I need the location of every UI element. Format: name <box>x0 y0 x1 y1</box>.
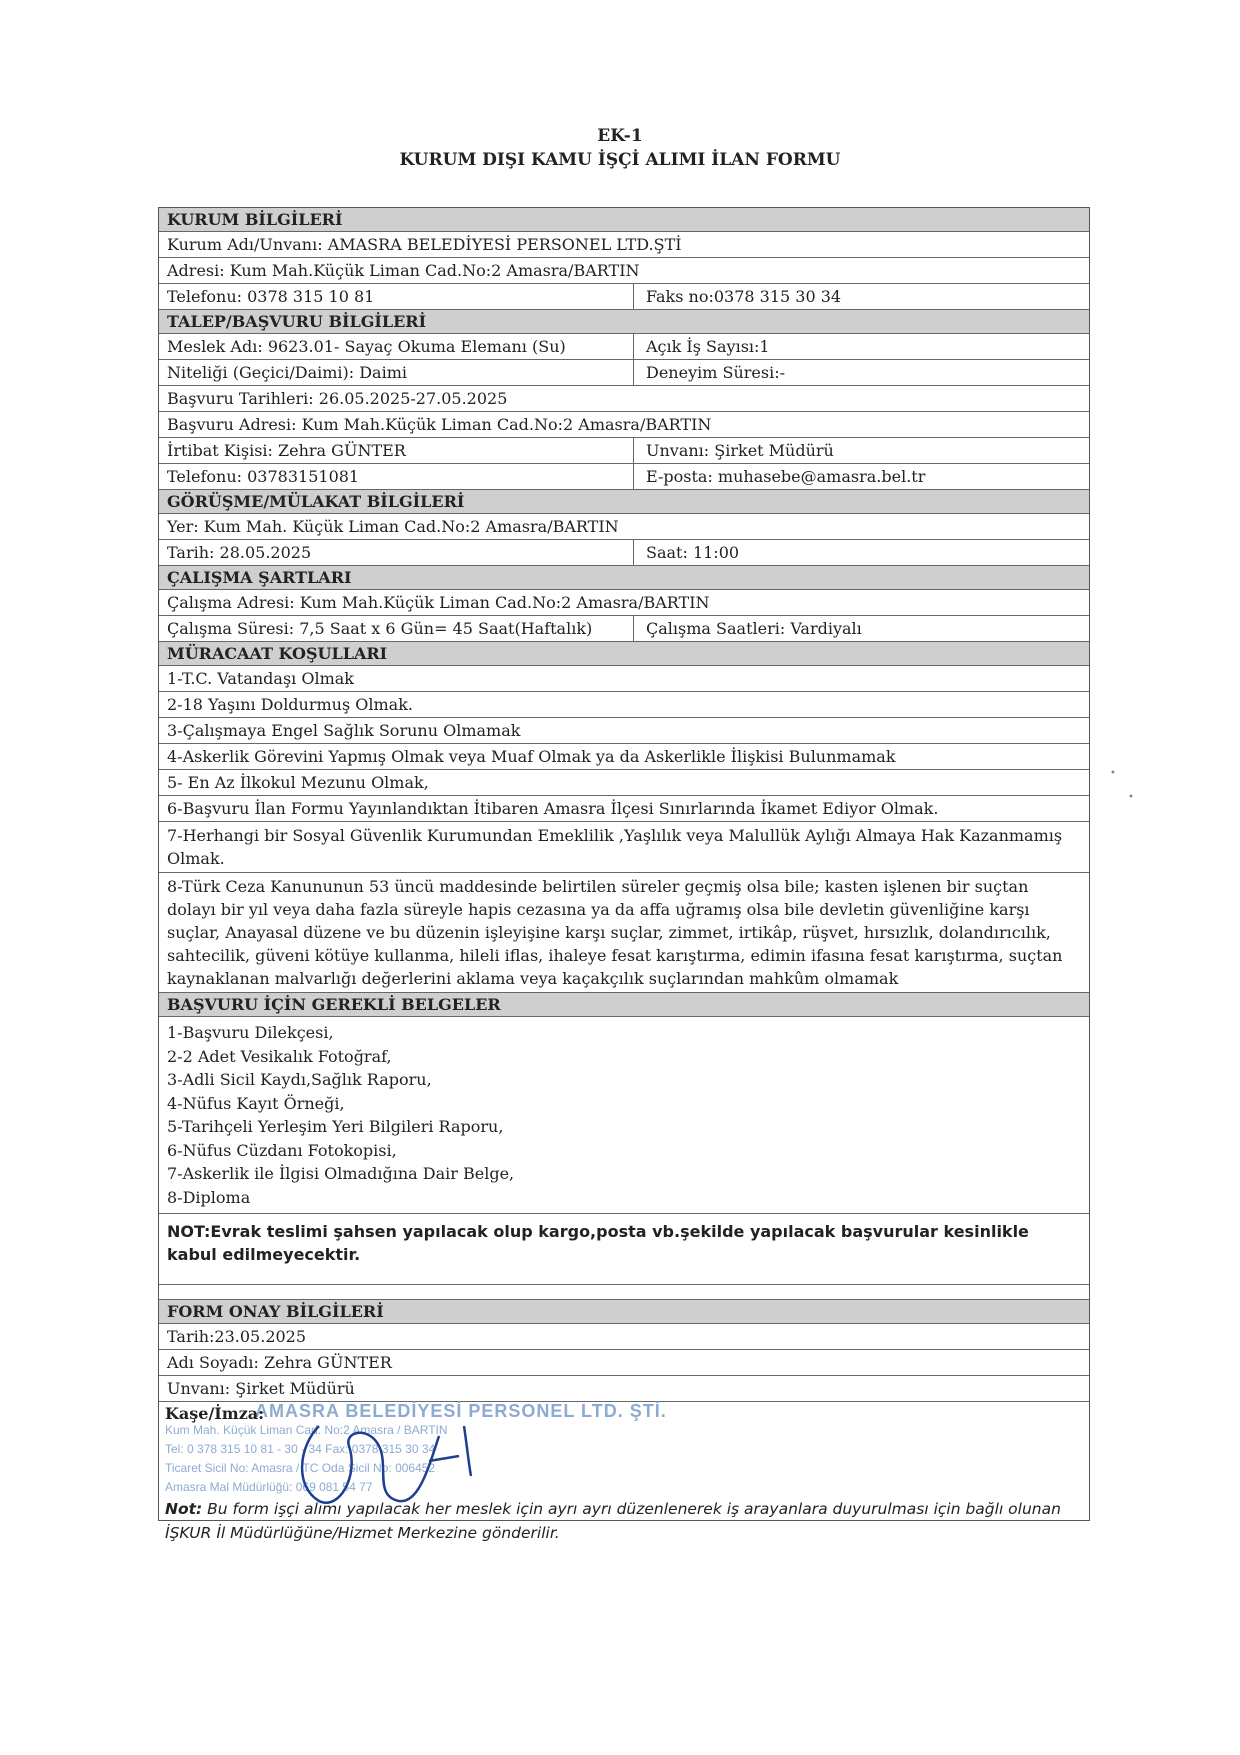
scan-speck: • <box>1128 792 1134 803</box>
irtibat-telefonu: Telefonu: 03783151081 <box>159 464 634 489</box>
niteligi: Niteliği (Geçici/Daimi): Daimi <box>159 360 634 385</box>
irtibat-unvani: Unvanı: Şirket Müdürü <box>646 441 834 460</box>
stamp-line: Tel: 0 378 315 10 81 - 30 - 34 Fax: 0378 315 30 34 <box>165 1442 436 1456</box>
stamp-line: AMASRA BELEDİYESİ PERSONEL LTD. ŞTİ. <box>255 1401 667 1421</box>
calisma-adresi: Çalışma Adresi: Kum Mah.Küçük Liman Cad.No:2 Amasra/BARTIN <box>167 593 710 612</box>
belgeler-list <box>159 1017 1089 1214</box>
onay-unvan: Unvanı: Şirket Müdürü <box>167 1379 355 1398</box>
section-gorusme: GÖRÜŞME/MÜLAKAT BİLGİLERİ <box>159 490 1089 514</box>
section-kurum: KURUM BİLGİLERİ <box>159 208 1089 232</box>
gorusme-yer: Yer: Kum Mah. Küçük Liman Cad.No:2 Amasra/BARTIN <box>167 517 619 536</box>
stamp-line: Amasra Mal Müdürlüğü: 069 081 54 77 <box>165 1480 373 1494</box>
muracaat-item: 4-Askerlik Görevini Yapmış Olmak veya Muaf Olmak ya da Askerlikle İlişkisi Bulunmamak <box>167 747 896 766</box>
footnote-prefix: Not: <box>165 1500 203 1518</box>
irtibat-kisisi: İrtibat Kişisi: Zehra GÜNTER <box>159 438 634 463</box>
deneyim-suresi: Deneyim Süresi:- <box>646 363 785 382</box>
section-calisma: ÇALIŞMA ŞARTLARI <box>159 566 1089 590</box>
form-code: EK-1 <box>597 126 643 146</box>
onay-adi-soyadi: Adı Soyadı: Zehra GÜNTER <box>167 1353 392 1372</box>
basvuru-tarihleri: Başvuru Tarihleri: 26.05.2025-27.05.2025 <box>167 389 508 408</box>
muracaat-item: 1-T.C. Vatandaşı Olmak <box>167 669 354 688</box>
scan-speck: • <box>1110 768 1116 779</box>
irtibat-eposta: E-posta: muhasebe@amasra.bel.tr <box>646 467 926 486</box>
kurum-fax: Faks no:0378 315 30 34 <box>646 287 842 306</box>
evrak-note: NOT:Evrak teslimi şahsen yapılacak olup kargo,posta vb.şekilde yapılacak başvurular kesinlikle kabul edilmeyecektir. <box>159 1214 1089 1285</box>
muracaat-item: 6-Başvuru İlan Formu Yayınlandıktan İtibaren Amasra İlçesi Sınırlarında İkamet Ediyor Olmak. <box>167 799 939 818</box>
calisma-saatleri: Çalışma Saatleri: Vardiyalı <box>646 619 862 638</box>
muracaat-item: 2-18 Yaşını Doldurmuş Olmak. <box>167 695 413 714</box>
gorusme-saat: Saat: 11:00 <box>646 543 740 562</box>
gorusme-tarih: Tarih: 28.05.2025 <box>159 540 634 565</box>
kase-imza-label: Kaşe/İmza: <box>165 1404 265 1423</box>
stamp-line: Ticaret Sicil No: Amasra / TC Oda Sicil No: 006452 <box>165 1461 436 1475</box>
belge-item: 6-Nüfus Cüzdanı Fotokopisi, <box>167 1140 397 1160</box>
belge-item: 7-Askerlik ile İlgisi Olmadığına Dair Belge, <box>167 1164 515 1183</box>
acik-is-sayisi: Açık İş Sayısı:1 <box>646 337 770 356</box>
muracaat-item: 7-Herhangi bir Sosyal Güvenlik Kurumundan Emeklilik ,Yaşlılık veya Malullük Aylığı Almaya Hak Kazanmamış Olmak. <box>167 826 1063 868</box>
section-onay: FORM ONAY BİLGİLERİ <box>159 1300 1089 1324</box>
muracaat-item: 8-Türk Ceza Kanununun 53 üncü maddesinde belirtilen süreler geçmiş olsa bile; kasten işlenen bir suçtan dolayı bir yıl veya daha fazla süreyle hapis cezasına ya da affa uğramış olsa bile devletin güvenliğine karşı suçlar, Anayasal düzene ve bu düzenin işleyişine karşı suçlar, zimmet, irtikâp, rüşvet, hırsızlık, dolandırıcılık, sahtecilik, güveni kötüye kullanma, hileli iflas, ihaleye fesat karıştırma, edimin ifasına fesat karıştırma, suçtan kaynaklanan malvarlığı değerlerini aklama veya kaçakçılık suçlarından mahkûm olmamak <box>167 877 1063 988</box>
kurum-phone: Telefonu: 0378 315 10 81 <box>159 284 634 309</box>
belge-item: 3-Adli Sicil Kaydı,Sağlık Raporu, <box>167 1070 432 1089</box>
stamp-line: Kum Mah. Küçük Liman Cad. No:2 Amasra / BARTIN <box>165 1423 448 1437</box>
belge-item: 1-Başvuru Dilekçesi, <box>167 1023 334 1042</box>
calisma-suresi: Çalışma Süresi: 7,5 Saat x 6 Gün= 45 Saat(Haftalık) <box>159 616 634 641</box>
belge-item: 4-Nüfus Kayıt Örneği, <box>167 1093 345 1113</box>
section-talep: TALEP/BAŞVURU BİLGİLERİ <box>159 310 1089 334</box>
muracaat-item: 5- En Az İlkokul Mezunu Olmak, <box>167 773 429 792</box>
footnote-text: Bu form işçi alımı yapılacak her meslek için ayrı ayrı düzenlenerek iş arayanlara duyurulması için bağlı olunan İŞKUR İl Müdürlüğüne/Hizmet Merkezine gönderilir. <box>165 1500 1061 1542</box>
belge-item: 5-Tarihçeli Yerleşim Yeri Bilgileri Raporu, <box>167 1117 504 1136</box>
kurum-address: Adresi: Kum Mah.Küçük Liman Cad.No:2 Amasra/BARTIN <box>167 261 640 280</box>
kurum-name: Kurum Adı/Unvanı: AMASRA BELEDİYESİ PERSONEL LTD.ŞTİ <box>167 235 682 254</box>
section-muracaat: MÜRACAAT KOŞULLARI <box>159 642 1089 666</box>
divider <box>159 1285 1089 1300</box>
belge-item: 8-Diploma <box>167 1187 251 1207</box>
muracaat-item: 3-Çalışmaya Engel Sağlık Sorunu Olmamak <box>167 721 521 740</box>
footnote <box>165 1497 1095 1545</box>
form-table <box>158 207 1090 1521</box>
section-belgeler: BAŞVURU İÇİN GEREKLİ BELGELER <box>159 993 1089 1017</box>
basvuru-adresi: Başvuru Adresi: Kum Mah.Küçük Liman Cad.No:2 Amasra/BARTIN <box>167 415 712 434</box>
belge-item: 2-2 Adet Vesikalık Fotoğraf, <box>167 1046 392 1066</box>
onay-tarih: Tarih:23.05.2025 <box>167 1327 307 1346</box>
form-title: KURUM DIŞI KAMU İŞÇİ ALIMI İLAN FORMU <box>399 150 841 170</box>
meslek-adi: Meslek Adı: 9623.01- Sayaç Okuma Elemanı (Su) <box>159 334 634 359</box>
